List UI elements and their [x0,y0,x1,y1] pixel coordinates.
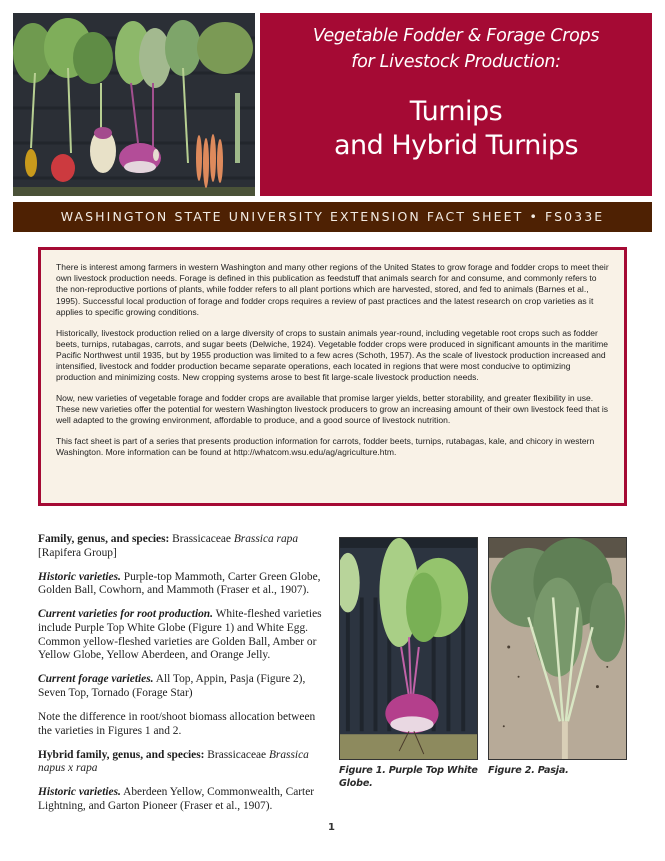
hybrid-family-genus-species [38,749,323,776]
subtitle-line-1: Vegetable Fodder & Forage Crops [312,26,600,46]
family-label: Family, genus, and species: [38,533,170,545]
historic-varieties [38,571,323,598]
intro-paragraph: This fact sheet is part of a series that presents production information for carrots, fodder beets, turnips, rutabagas, kale, and chicory in western Washington. More information can be found at http://whatcom.wsu.edu/ag/agriculture.htm. [56,436,595,458]
figure-1 [339,537,478,790]
historic-label: Historic varieties. [38,570,121,583]
figure-2 [488,537,627,777]
intro-box [38,247,627,506]
intro-paragraph: Now, new varieties of vegetable forage and fodder crops are available that promise larger yields, better storability, and greater flexibility in use. These new varieties offer the potential for western Washington livestock producers to grow an increasing amount of their own livestock feed that is well adapted to the growing environment, affordable to produce, and a good source of livestock nutrition. [56,393,609,426]
hybrid-historic-varieties [38,786,323,813]
intro-text [56,262,610,468]
historic-text: Purple-top Mammoth, Carter Green Globe, Golden Ball, Cowhorn, and Mammoth (Fraser et al., 1907). [38,570,321,597]
series-subtitle [260,23,652,75]
subtitle-line-2: for Livestock Production: [351,52,561,72]
species-name: Brassica rapa [233,533,299,545]
title-panel [260,13,652,196]
family-genus-species [38,533,323,560]
hybrid-species-name: Brassica napus x rapa [38,748,309,775]
figure-1-photo [339,537,478,760]
intro-paragraph: Historically, livestock production relied on a large diversity of crops to sustain animals year-round, including vegetable root crops such as fodder beets, turnips, rutabagas, carrots, and sugar beets (Delwiche, 1924). Vegetable fodder crops were produced in significant amounts in the maritime Pacific Northwest until 1935, but by 1955 production was limited to a few acres (Schoth, 1957). As the scale of livestock production increased and intensified, livestock and fodder production became separate operations, each located in regions that were most conducive to optimizing production and minimizing costs. New cropping systems arose to best fit large-scale livestock production needs. [56,327,609,383]
page-title [260,95,652,163]
species-group: [Rapifera Group] [38,546,117,559]
header-vegetables-photo [13,13,255,196]
turnip-illustration [340,538,477,759]
fact-sheet-banner: WASHINGTON STATE UNIVERSITY EXTENSION FACT SHEET • FS033E [13,202,652,232]
current-forage-label: Current forage varieties. [38,673,154,686]
figure-2-caption: Figure 2. Pasja. [488,765,569,776]
title-line-1: Turnips [409,96,503,127]
page-number: 1 [328,822,335,833]
hybrid-family-label: Hybrid family, genus, and species: [38,748,205,761]
current-root-label: Current varieties for root production. [38,608,213,621]
pasja-illustration [489,538,626,759]
current-forage-varieties [38,673,323,700]
current-root-text: White-fleshed varieties include Purple Top White Globe (Figure 1) and White Egg. Common yellow-fleshed varieties are Golden Ball, Amber or Yellow Globe, Yellow Aberdeen, and Orange Jelly. [38,608,322,662]
hybrid-historic-text: Aberdeen Yellow, Commonwealth, Carter Lightning, and Garton Pioneer (Fraser et al., 1907). [38,786,315,812]
vegetables-illustration [13,13,255,196]
hybrid-historic-label: Historic varieties. [38,786,121,799]
biomass-note: Note the difference in root/shoot biomass allocation between the varieties in Figures 1 and 2. [38,710,316,737]
family-name: Brassicaceae [169,533,234,545]
hybrid-family-name: Brassicaceae [204,748,269,761]
species-info-column [38,533,323,824]
current-forage-text: All Top, Appin, Pasja (Figure 2), Seven Top, Tornado (Forage Star) [38,673,306,699]
figure-2-photo [488,537,627,760]
current-root-varieties [38,608,323,662]
intro-paragraph: There is interest among farmers in western Washington and many other regions of the United States to grow forage and fodder crops to meet their own livestock production needs. Forage is defined in this publication as feedstuff that animals search for and consume, and commonly refers to the non-reproductive portions of plants, while fodder refers to all plant portions which are harvested, stored, and fed to animals (Barnes et al., 1995). Successful local production of forage and fodder crops requires a review of past practices and the latest research on crop varieties as it applies to specific growing conditions. [56,262,609,317]
figure-1-caption: Figure 1. Purple Top White Globe. [339,765,478,789]
title-line-2: and Hybrid Turnips [333,130,579,161]
